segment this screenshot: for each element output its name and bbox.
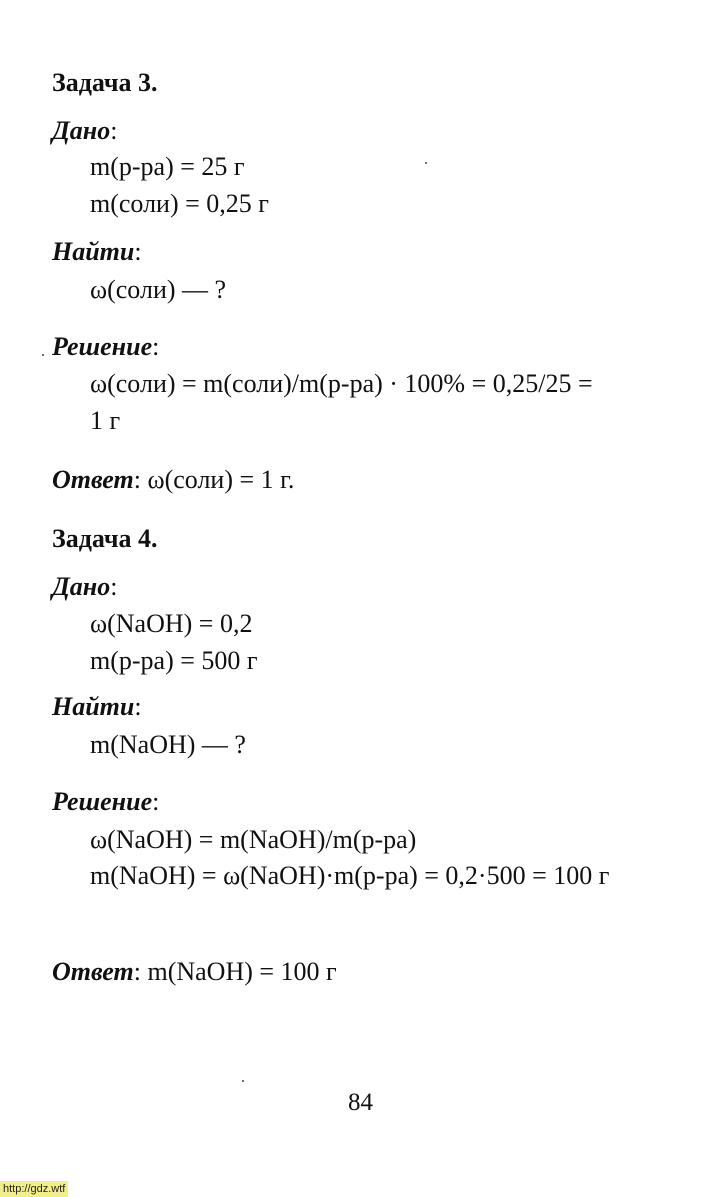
task4-solution-line-2: m(NaOH) = ω(NaOH)·m(р-ра) = 0,2·500 = 100 г [90,861,610,890]
task4-given-line-2: m(р-ра) = 500 г [90,646,258,675]
task4-answer: Ответ: m(NaOH) = 100 г [52,957,337,986]
task4-answer-text: m(NaOH) = 100 г [147,957,337,986]
task3-answer: Ответ: ω(соли) = 1 г. [52,465,295,494]
task4-find-label: Найти [52,692,135,721]
task4-find-line: m(NaOH) — ? [90,730,246,759]
task3-solution-line-2: 1 г [90,406,121,435]
task4-solution-heading: Решение: [52,787,160,816]
task3-find-heading: Найти: [52,237,142,266]
task3-find-label: Найти [52,237,135,266]
task3-given-heading: Дано: [52,116,118,145]
task3-answer-text: ω(соли) = 1 г. [147,465,295,494]
task3-given-line-2: m(соли) = 0,25 г [90,189,269,218]
task4-solution-line-1: ω(NaOH) = m(NaOH)/m(р-ра) [90,825,417,854]
task3-find-line: ω(соли) — ? [90,275,227,304]
task4-find-heading: Найти: [52,692,142,721]
task4-solution-label: Решение [52,787,153,816]
task3-solution-line-1: ω(соли) = m(соли)/m(р-ра) · 100% = 0,25/25 = [90,369,593,398]
watermark-link[interactable]: http://gdz.wtf [0,1181,68,1197]
scan-speck [42,354,44,356]
scan-speck [425,162,427,164]
task4-given-label: Дано [52,572,111,601]
task3-answer-label: Ответ [52,465,134,494]
scan-speck [242,1080,244,1082]
page-number: 84 [348,1089,373,1116]
task4-title: Задача 4. [52,524,158,553]
task4-given-line-1: ω(NaOH) = 0,2 [90,609,253,638]
task3-solution-heading: Решение: [52,332,160,361]
task4-given-heading: Дано: [52,572,118,601]
task3-solution-label: Решение [52,332,153,361]
task3-given-line-1: m(р-ра) = 25 г [90,152,245,181]
task3-given-label: Дано [52,116,111,145]
task3-title: Задача 3. [52,68,158,97]
task4-answer-label: Ответ [52,957,134,986]
